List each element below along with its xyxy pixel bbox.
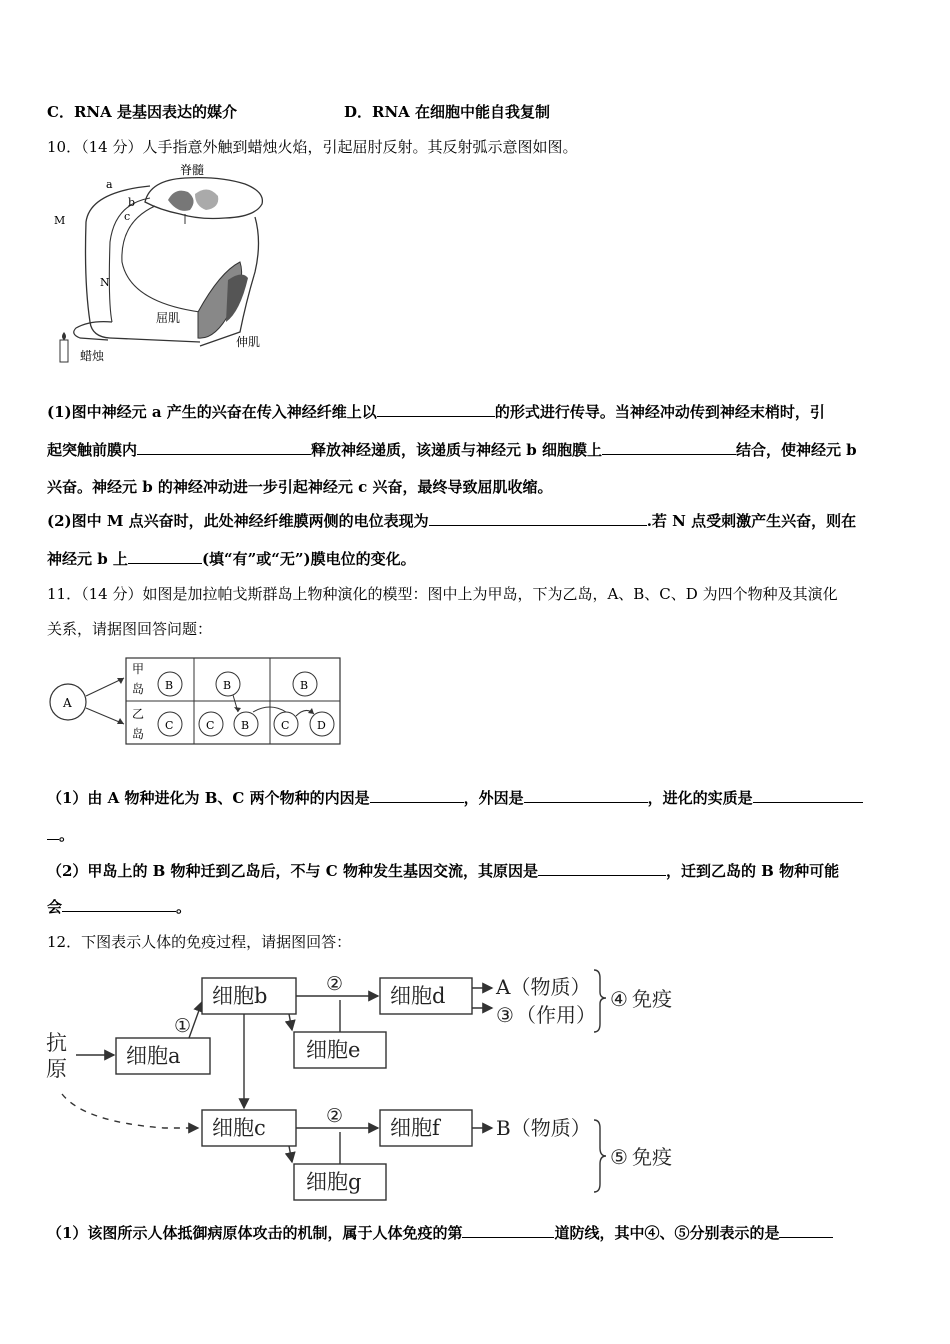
answer-blank[interactable] — [429, 511, 647, 526]
flame-icon — [62, 332, 66, 340]
answer-blank[interactable] — [377, 402, 495, 417]
q10-part1-line2: 起突触前膜内 释放神经递质，该递质与神经元 b 细胞膜上 结合，使神经元 b — [47, 441, 857, 459]
svg-text:A: A — [63, 696, 72, 710]
reflex-arc-figure — [50, 162, 275, 372]
efferent-nerve — [122, 206, 200, 312]
q10-part1-line3: 兴奋。神经元 b 的神经冲动进一步引起神经元 c 兴奋，最终导致屈肌收缩。 — [47, 478, 553, 496]
q11-part1-line2: 。 — [47, 825, 74, 845]
extensor-muscle — [226, 274, 248, 322]
svg-text:原: 原 — [46, 1057, 67, 1081]
q11-stem-line1: 11．（14 分）如图是加拉帕戈斯群岛上物种演化的模型：图中上为甲岛，下为乙岛，A、B、C、D 为四个物种及其演化 — [47, 585, 838, 603]
svg-text:细胞a: 细胞a — [126, 1044, 181, 1068]
q11-part2-line1: （2）甲岛上的 B 物种迁到乙岛后，不与 C 物种发生基因交流，其原因是 ，迁到乙岛的 B 物种可能 — [47, 862, 840, 880]
svg-text:细胞g: 细胞g — [306, 1170, 362, 1194]
answer-blank[interactable] — [47, 825, 59, 840]
svg-text:B: B — [241, 719, 250, 732]
q12-part1-line1: （1）该图所示人体抵御病原体攻击的机制，属于人体免疫的第 道防线，其中④、⑤分别表示的是 — [47, 1223, 833, 1243]
answer-blank[interactable] — [62, 897, 176, 912]
svg-text:细胞c: 细胞c — [212, 1116, 266, 1140]
label-N: N — [100, 276, 110, 289]
svg-text:B: B — [223, 679, 232, 692]
svg-text:C: C — [206, 719, 215, 732]
svg-text:免疫: 免疫 — [632, 987, 672, 1011]
svg-text:细胞d: 细胞d — [390, 984, 446, 1008]
answer-blank[interactable] — [524, 788, 648, 803]
answer-blank[interactable] — [602, 440, 736, 455]
label-a: a — [106, 178, 113, 191]
svg-text:D: D — [317, 719, 326, 732]
label-extensor: 伸肌 — [236, 335, 261, 349]
option-c: C．RNA 是基因表达的媒介 — [47, 103, 237, 121]
label-c: c — [124, 210, 131, 223]
svg-text:乙: 乙 — [132, 707, 145, 721]
answer-blank[interactable] — [137, 440, 311, 455]
q11-stem-line2: 关系，请据图回答问题： — [47, 620, 213, 638]
option-d: D．RNA 在细胞中能自我复制 — [344, 103, 551, 121]
svg-text:C: C — [281, 719, 290, 732]
label-flexor: 屈肌 — [156, 311, 181, 325]
answer-blank[interactable] — [779, 1223, 833, 1238]
svg-text:岛: 岛 — [132, 682, 145, 696]
svg-text:细胞e: 细胞e — [306, 1038, 361, 1062]
label-spinal: 脊髓 — [180, 163, 205, 177]
answer-blank[interactable] — [128, 549, 202, 564]
svg-text:②: ② — [326, 1105, 344, 1127]
svg-text:（作用）: （作用） — [516, 1003, 596, 1027]
q11-part2-line2: 会 。 — [47, 898, 192, 916]
q10-part2-line2: 神经元 b 上 (填“有”或“无”)膜电位的变化。 — [47, 550, 416, 568]
svg-text:细胞b: 细胞b — [212, 984, 268, 1008]
svg-text:①: ① — [174, 1015, 192, 1037]
answer-blank[interactable] — [538, 861, 666, 876]
svg-text:甲: 甲 — [132, 662, 145, 676]
arrow-A-B — [86, 678, 124, 696]
svg-text:细胞f: 细胞f — [390, 1116, 440, 1140]
immune-process-figure — [44, 962, 710, 1202]
svg-text:岛: 岛 — [132, 727, 145, 741]
svg-text:免疫: 免疫 — [632, 1145, 672, 1169]
answer-blank[interactable] — [462, 1223, 554, 1238]
answer-blank[interactable] — [370, 788, 464, 803]
svg-text:⑤: ⑤ — [610, 1145, 628, 1169]
q10-stem: 10．（14 分）人手指意外触到蜡烛火焰，引起屈肘反射。其反射弧示意图如图。 — [47, 138, 578, 156]
label-b: b — [128, 196, 136, 209]
svg-text:②: ② — [326, 973, 344, 995]
q10-part2-line1: (2)图中 M 点兴奋时，此处神经纤维膜两侧的电位表现为 .若 N 点受刺激产生兴奋，则在 — [47, 512, 857, 530]
svg-text:B（物质）: B（物质） — [496, 1116, 591, 1140]
q12-stem: 12．下图表示人体的免疫过程，请据图回答： — [47, 933, 352, 951]
label-M: M — [54, 214, 66, 227]
label-candle: 蜡烛 — [80, 349, 105, 363]
svg-text:B: B — [165, 679, 174, 692]
svg-text:A（物质）: A（物质） — [496, 975, 591, 999]
svg-text:④: ④ — [610, 987, 628, 1011]
svg-text:③: ③ — [496, 1003, 514, 1027]
q10-part1-line1: (1)图中神经元 a 产生的兴奋在传入神经纤维上以 的形式进行传导。当神经冲动传到神经末梢时，引 — [47, 403, 825, 421]
q11-part1-line1: （1）由 A 物种进化为 B、C 两个物种的内因是 ，外因是 ，进化的实质是 — [47, 788, 863, 808]
svg-text:抗: 抗 — [46, 1031, 67, 1055]
svg-text:C: C — [165, 719, 174, 732]
species-evolution-figure — [48, 656, 346, 748]
svg-text:B: B — [300, 679, 309, 692]
candle-icon — [60, 340, 68, 362]
answer-blank[interactable] — [753, 788, 863, 803]
